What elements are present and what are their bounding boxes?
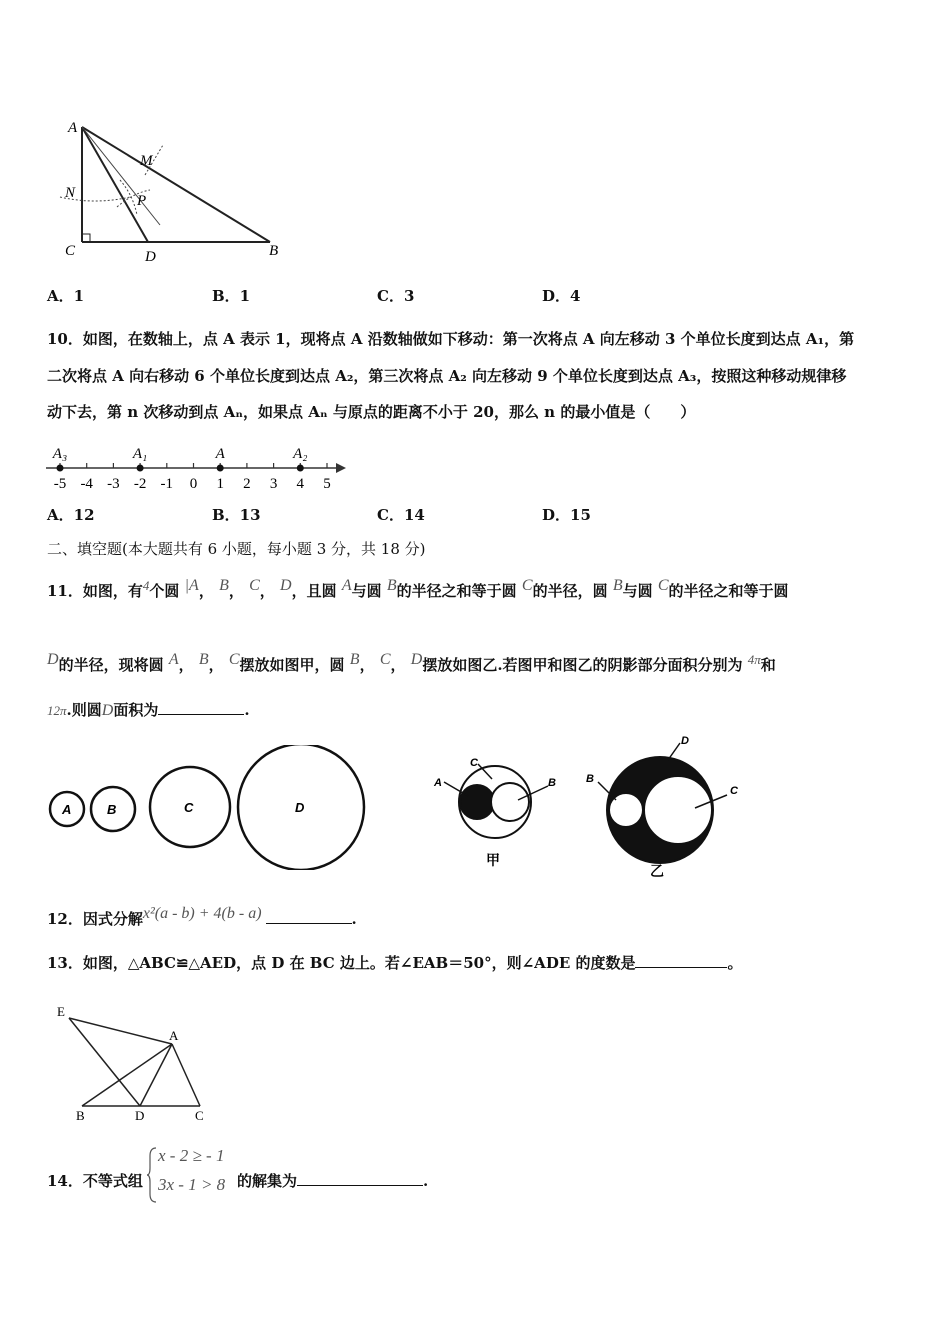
q11-yi-caption: 乙	[650, 865, 664, 880]
q11-yi-label-c: C	[730, 785, 738, 797]
numberline-tick-label: -5	[53, 476, 67, 492]
q13-label-c: C	[195, 1108, 204, 1123]
q13-triangle-figure	[52, 998, 222, 1123]
q11-yi-label-d: D	[681, 735, 689, 747]
numberline-tick-label: 1	[216, 476, 224, 492]
q14-suffix: 的解集为 .	[237, 1172, 429, 1190]
q9-option-a: A．1	[47, 287, 85, 305]
q11-jia-label-c: C	[470, 757, 478, 769]
q11-figure-jia	[430, 752, 570, 872]
q13-label-b: B	[76, 1108, 85, 1123]
q11-figure-yi	[580, 730, 750, 880]
q11-circle-label-c: C	[184, 800, 194, 815]
numberline-tick-label: 3	[269, 476, 278, 492]
q10-text-line3: 动下去，第 n 次移动到点 Aₙ，如果点 Aₙ 与原点的距离不小于 20，那么 n 的最小值是（ ）	[47, 403, 696, 421]
numberline-tick-label: 0	[189, 476, 198, 492]
q14-brace	[146, 1146, 158, 1204]
q11-answer-blank[interactable]	[158, 700, 244, 715]
q9-option-d: D．4	[542, 287, 581, 305]
q13-label-e: E	[57, 1004, 65, 1019]
numberline-point	[217, 465, 224, 472]
q10-option-b: B．13	[212, 506, 261, 524]
q12-expression: x²(a - b) + 4(b - a)	[142, 905, 262, 922]
numberline-point	[297, 465, 304, 472]
numberline-tick-label: -4	[80, 476, 93, 492]
q14-prefix: 14．不等式组	[47, 1172, 143, 1190]
q9-label-b: B	[269, 243, 279, 259]
q10-option-c: C．14	[377, 506, 425, 524]
q10-text-line2: 二次将点 A 向右移动 6 个单位长度到达点 A₂，第三次将点 A₂ 向左移动 9 个单位长度到达点 A₃，按照这种移动规律移	[47, 367, 847, 385]
q9-label-p: P	[137, 193, 147, 209]
q12-answer-blank[interactable]	[266, 909, 352, 924]
q11-circles-figure	[44, 745, 384, 870]
q11-jia-label-a: A	[434, 777, 442, 789]
q13-answer-blank[interactable]	[635, 953, 727, 968]
section-2-heading: 二、填空题(本大题共有 6 小题，每小题 3 分，共 18 分)	[47, 540, 426, 558]
q11-circle-label-a: A	[62, 802, 72, 817]
numberline-point-label: A₁	[132, 446, 148, 462]
q11-abs-a: |A	[184, 577, 199, 594]
numberline-tick-label: 2	[243, 476, 251, 492]
q10-option-a: A．12	[47, 506, 95, 524]
numberline-point-label: A₃	[52, 446, 68, 462]
numberline-tick-label: -3	[107, 476, 120, 492]
q11-line1: 11．如图，有$^4$个圆 $^{|A}$， $^B$， $^C$， $^D$，且圆 $^A$与圆 $^B$的半径之和等于圆 $^C$的半径，圆 $^B$与圆 $^C$的半径之和等于圆	[47, 577, 789, 600]
q9-label-c: C	[65, 243, 76, 259]
numberline-tick-label: 5	[323, 476, 331, 492]
q11-jia-label-b: B	[548, 777, 556, 789]
q9-option-b: B．1	[212, 287, 251, 305]
q13-line: 13．如图，△ABC≌△AED，点 D 在 BC 边上。若∠EAB＝50°，则∠ADE 的度数是 。	[47, 954, 743, 972]
q11-circle-label-d: D	[295, 800, 305, 815]
q11-circle-label-b: B	[107, 802, 117, 817]
q10-text-line1: 10．如图，在数轴上，点 A 表示 1，现将点 A 沿数轴做如下移动：第一次将点 A 向左移动 3 个单位长度到达点 A₁，第	[47, 330, 855, 348]
q11-yi-label-b: B	[586, 773, 594, 785]
q9-label-a: A	[68, 120, 78, 136]
numberline-tick-label: -1	[160, 476, 174, 492]
numberline-point	[137, 465, 144, 472]
q9-option-c: C．3	[377, 287, 415, 305]
numberline-point-label: A₂	[293, 446, 308, 462]
q9-triangle-figure	[55, 115, 295, 265]
q11-line3: 12π.则圆D面积为 .	[47, 701, 250, 719]
q9-label-d: D	[145, 249, 156, 265]
numberline-tick-label: 4	[296, 476, 305, 492]
q11-line2: $^D$的半径，现将圆 $^A$， $^B$， $^C$摆放如图甲，圆 $^B$， $^C$， $^D$摆放如图乙.若图甲和图乙的阴影部分面积分别为 $^{4\pi}$和	[47, 651, 776, 674]
q14-inequality-2: 3x - 1 > 8	[158, 1175, 226, 1194]
q13-label-a: A	[169, 1028, 179, 1043]
q12-line: 12．因式分解$^{x^2(a - b) + 4(b - a)}$ .	[47, 905, 357, 928]
q14-answer-blank[interactable]	[297, 1171, 423, 1186]
numberline-tick-label: -2	[133, 476, 147, 492]
numberline-point-label: A	[215, 446, 225, 462]
q10-number-line	[40, 440, 360, 495]
q9-label-n: N	[65, 185, 76, 201]
q11-jia-caption: 甲	[486, 854, 500, 869]
q13-label-d: D	[135, 1108, 145, 1123]
q9-label-m: M	[140, 153, 153, 169]
q14-inequality-1: x - 2 ≥ - 1	[158, 1146, 225, 1165]
q10-option-d: D．15	[542, 506, 591, 524]
numberline-point	[57, 465, 64, 472]
